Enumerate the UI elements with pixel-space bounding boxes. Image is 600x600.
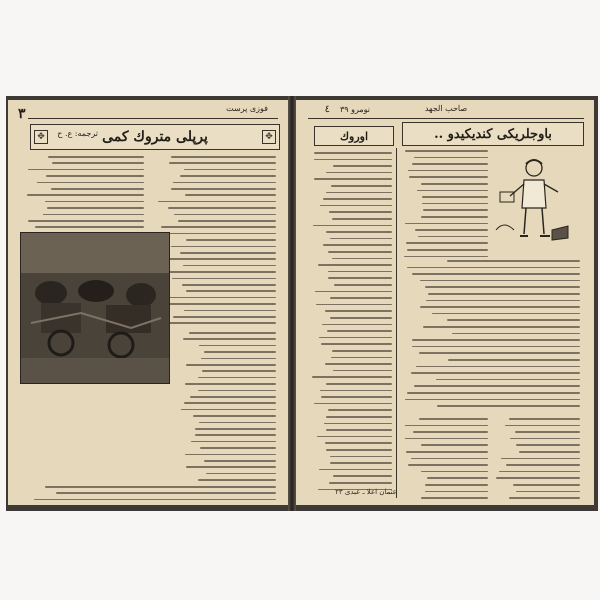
text-line [427,477,488,479]
ornament-icon: ✥ [262,130,276,144]
text-line [423,326,580,328]
text-line [45,201,144,203]
text-line [452,333,580,335]
ornament-icon: ✥ [34,130,48,144]
text-line [180,252,276,254]
text-line [319,337,392,339]
text-line [328,277,392,279]
text-line [198,390,276,392]
text-line [418,236,488,238]
text-line [425,484,488,486]
text-line [328,409,392,411]
text-line [447,319,580,321]
text-line [333,475,392,477]
text-line [407,249,488,251]
text-line [199,345,276,347]
text-line [27,194,144,196]
text-line [405,223,488,225]
text-line [421,216,488,218]
text-line [34,499,276,501]
text-line [178,220,276,222]
text-line [173,182,276,184]
text-line [28,220,144,222]
footer-label: عثمان اعلا ـ عبدی ٢٣ [335,488,397,496]
text-line [412,346,580,348]
text-line [323,198,392,200]
issue-header: صاحب الجهد [424,104,468,113]
text-line [174,214,276,216]
text-line [405,425,488,427]
text-line [326,416,392,418]
main-title: باوجلریکی کندیکیدو .. [434,126,552,142]
text-line [330,462,392,464]
text-line [186,290,276,292]
text-line [499,471,580,473]
text-line [325,363,392,365]
text-line [332,258,392,260]
text-line [422,203,488,205]
text-line [324,423,392,425]
text-line [201,358,276,360]
text-line [326,429,392,431]
text-line [516,444,580,446]
text-line [320,390,392,392]
text-line [330,317,392,319]
text-line [314,178,392,180]
column-divider [396,148,397,498]
right-page-number: ٤ [324,104,330,115]
text-line [406,451,488,453]
text-line [166,233,276,235]
text-line [172,278,276,280]
text-line [326,383,392,385]
text-line [181,409,276,411]
text-line [189,332,276,334]
text-line [320,205,392,207]
text-line [409,176,488,178]
text-line [426,300,580,302]
text-line [35,226,144,228]
text-line [184,169,276,171]
text-line [416,366,580,368]
side-title-box [314,126,394,146]
text-line [204,351,276,353]
text-line [406,242,488,244]
text-line [408,170,488,172]
page-gutter [288,96,296,511]
text-line [330,456,392,458]
text-line [171,156,276,158]
text-line [173,316,276,318]
text-line [501,458,580,460]
text-line [47,207,144,209]
text-line [202,370,276,372]
boy-illustration [492,150,572,250]
text-line [332,218,392,220]
text-line [519,451,580,453]
text-line [322,324,392,326]
text-line [314,159,392,161]
text-line [43,214,144,216]
text-line [165,258,276,260]
text-line [171,246,276,248]
text-line [405,399,580,401]
text-line [183,265,276,267]
text-line [180,175,276,177]
text-line [52,162,144,164]
issue-number: نومرو ٣٩ [339,105,370,114]
text-line [327,330,392,332]
main-title-box [402,122,584,146]
text-line [425,491,488,493]
article-photograph [20,232,170,384]
text-line [321,396,392,398]
text-line [199,422,276,424]
text-line [432,313,580,315]
text-line [423,209,488,211]
left-article-byline: ترجمه: ع. ح [57,129,98,138]
text-line [516,491,580,493]
text-line [328,251,392,253]
text-line [421,183,488,185]
text-line [329,211,392,213]
text-line [48,156,144,158]
text-line [314,403,392,405]
text-line [407,267,580,269]
text-line [415,229,488,231]
text-line [318,264,392,266]
text-line [510,438,580,440]
text-line [186,364,276,366]
text-line [408,464,488,466]
text-line [37,182,144,184]
text-line [414,157,488,159]
text-line [156,322,276,324]
text-line [404,256,488,258]
text-line [158,201,276,203]
text-line [334,284,392,286]
text-line [328,271,392,273]
text-line [190,396,276,398]
text-line [323,244,392,246]
text-line [509,418,580,420]
text-line [333,370,392,372]
side-title: اوروك [339,129,369,143]
text-line [28,169,144,171]
text-line [198,479,276,481]
text-line [45,486,276,488]
text-line [156,297,276,299]
text-line [515,431,580,433]
text-line [198,377,276,379]
text-line [325,310,392,312]
text-line [421,444,488,446]
text-line [326,449,392,451]
text-line [425,286,580,288]
text-line [437,405,580,407]
text-line [331,357,392,359]
text-line [412,339,580,341]
text-line [321,343,392,345]
text-line [169,162,276,164]
text-line [420,280,580,282]
text-line [185,383,276,385]
text-line [421,471,488,473]
left-page-number: ٣ [18,106,26,122]
text-line [419,418,488,420]
text-line [405,150,488,152]
text-line [186,466,276,468]
text-line [414,385,580,387]
text-line [411,458,488,460]
text-line [206,473,276,475]
text-line [411,372,580,374]
text-line [326,172,392,174]
text-line [317,436,392,438]
text-line [315,291,392,293]
text-line [436,379,580,381]
header-rule [308,118,584,119]
text-line [325,442,392,444]
text-line [51,188,144,190]
text-line [417,190,488,192]
text-line [184,402,276,404]
text-line [326,192,392,194]
text-line [422,196,488,198]
text-line [204,460,276,462]
text-line [193,415,276,417]
text-line [513,484,580,486]
text-line [329,482,392,484]
text-line [413,431,488,433]
text-line [195,428,276,430]
text-line [412,163,488,165]
text-line [195,434,276,436]
text-line [332,350,392,352]
text-line [185,454,276,456]
text-line [407,392,580,394]
text-line [326,231,392,233]
text-line [183,338,276,340]
text-line [46,175,144,177]
text-line [168,207,276,209]
text-line [161,226,276,228]
text-line [191,441,276,443]
text-line [185,194,276,196]
text-line [447,260,580,262]
header-rule [28,118,278,119]
text-line [505,425,580,427]
text-line [155,303,276,305]
text-line [428,293,580,295]
text-line [200,447,276,449]
text-line [56,492,276,494]
text-line [331,185,392,187]
text-line [420,306,580,308]
text-line [496,477,580,479]
text-line [421,497,488,499]
left-header-small: فوزی پرست [226,104,268,113]
text-line [312,376,392,378]
text-line [169,271,276,273]
text-line [419,352,580,354]
text-line [330,238,392,240]
text-line [412,273,580,275]
left-article-title: پرپلی متروك کمی [102,129,208,145]
text-line [333,165,392,167]
text-line [316,304,392,306]
text-line [182,284,276,286]
text-line [506,464,580,466]
right-page [296,100,594,505]
text-line [448,359,580,361]
text-line [313,225,392,227]
text-line [314,152,392,154]
text-line [509,497,580,499]
text-line [171,188,276,190]
text-line [405,438,488,440]
text-line [319,469,392,471]
text-line [184,310,276,312]
text-line [330,297,392,299]
text-line [186,239,276,241]
